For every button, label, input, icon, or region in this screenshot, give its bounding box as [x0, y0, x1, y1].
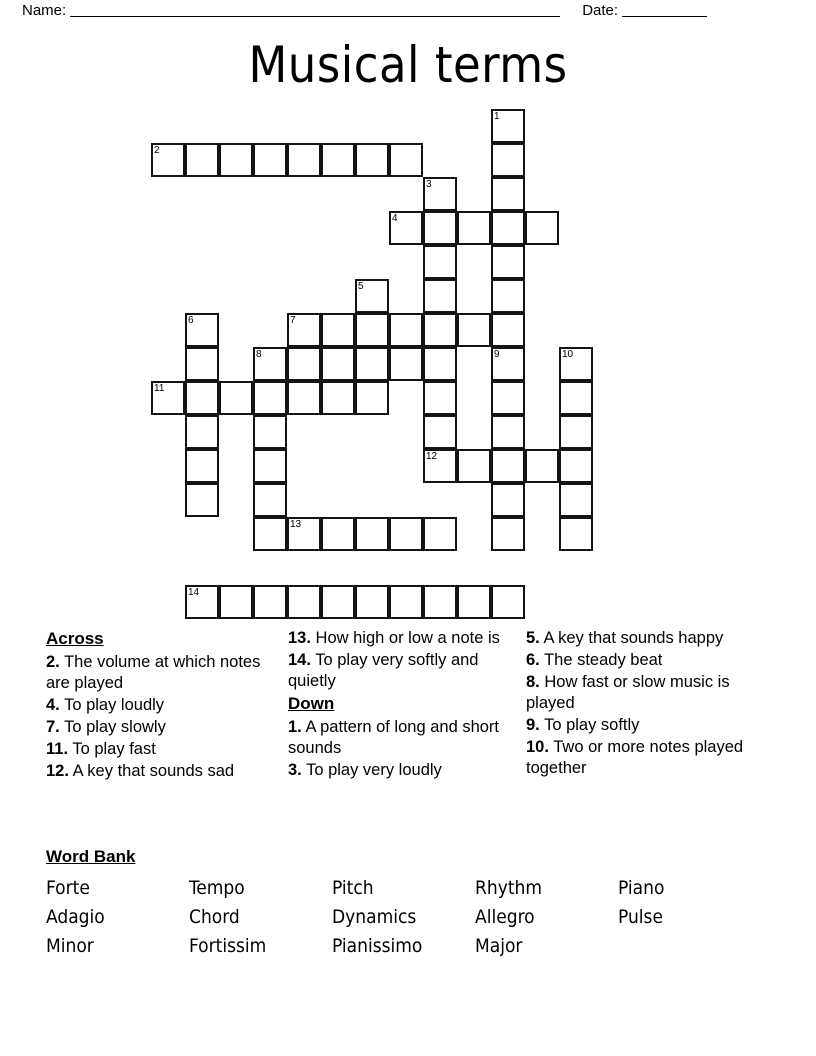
- word-bank-empty: [618, 932, 761, 961]
- word-bank-word[interactable]: Major: [475, 935, 523, 957]
- crossword-cell[interactable]: [321, 381, 355, 415]
- crossword-cell[interactable]: [355, 585, 389, 619]
- crossword-cell[interactable]: [321, 313, 355, 347]
- crossword-cell[interactable]: [491, 279, 525, 313]
- crossword-clue-number: 5: [358, 281, 364, 292]
- crossword-cell[interactable]: [219, 381, 253, 415]
- clue-across-11: [46, 739, 276, 760]
- crossword-cell[interactable]: [491, 415, 525, 449]
- crossword-clue-number: 2: [154, 145, 160, 156]
- crossword-cell[interactable]: [559, 483, 593, 517]
- clue-text: The volume at which notes are played: [46, 653, 261, 692]
- crossword-clue-number: 8: [256, 349, 262, 360]
- crossword-cell[interactable]: [423, 245, 457, 279]
- clue-down-9: [526, 715, 772, 736]
- crossword-cell[interactable]: [287, 347, 321, 381]
- crossword-cell[interactable]: [185, 347, 219, 381]
- crossword-clue-number: 1: [494, 111, 500, 122]
- crossword-cell[interactable]: [355, 313, 389, 347]
- crossword-cell[interactable]: [423, 415, 457, 449]
- crossword-clue-number: 6: [188, 315, 194, 326]
- crossword-cell[interactable]: [185, 313, 219, 347]
- crossword-cell[interactable]: [321, 347, 355, 381]
- crossword-cell[interactable]: [423, 211, 457, 245]
- crossword-cell[interactable]: [253, 143, 287, 177]
- word-bank-word[interactable]: Rhythm: [475, 877, 543, 899]
- crossword-cell[interactable]: [491, 381, 525, 415]
- crossword-cell[interactable]: [457, 449, 491, 483]
- crossword-cell[interactable]: [389, 313, 423, 347]
- crossword-cell[interactable]: [355, 381, 389, 415]
- clue-number: 13.: [288, 629, 311, 647]
- crossword-clue-number: 14: [188, 587, 200, 598]
- crossword-clue-number: 4: [392, 213, 398, 224]
- crossword-cell[interactable]: [287, 143, 321, 177]
- crossword-cell[interactable]: [423, 585, 457, 619]
- clue-text: A key that sounds happy: [543, 629, 724, 647]
- crossword-cell[interactable]: [355, 279, 389, 313]
- crossword-cell[interactable]: [559, 449, 593, 483]
- word-bank-word[interactable]: Forte: [46, 877, 90, 899]
- across-heading: Across: [46, 629, 104, 648]
- clue-across-2: [46, 652, 276, 694]
- crossword-cell[interactable]: [389, 585, 423, 619]
- word-bank-word[interactable]: Adagio: [46, 906, 105, 928]
- clue-number: 12.: [46, 762, 69, 780]
- name-label: Name:: [22, 2, 67, 19]
- clue-across-12: [46, 761, 276, 782]
- clues-column-3: [526, 628, 772, 783]
- crossword-cell[interactable]: [491, 449, 525, 483]
- crossword-cell[interactable]: [559, 381, 593, 415]
- crossword-cell[interactable]: [525, 211, 559, 245]
- crossword-cell[interactable]: [389, 517, 423, 551]
- word-bank-word[interactable]: Piano: [618, 877, 665, 899]
- crossword-cell[interactable]: [389, 211, 423, 245]
- clue-text: How high or low a note is: [315, 629, 500, 647]
- date-label: Date:: [582, 2, 619, 19]
- clue-number: 1.: [288, 718, 302, 736]
- clue-down-3: [288, 760, 514, 781]
- crossword-cell[interactable]: [559, 347, 593, 381]
- clues-column-1: [46, 628, 288, 783]
- word-bank-word[interactable]: Dynamics: [332, 906, 417, 928]
- crossword-cell[interactable]: [457, 585, 491, 619]
- crossword-cell[interactable]: [423, 347, 457, 381]
- crossword-clue-number: 12: [426, 451, 438, 462]
- crossword-cell[interactable]: [321, 517, 355, 551]
- crossword-cell[interactable]: [457, 313, 491, 347]
- word-bank-row: [46, 903, 772, 932]
- word-bank-rows: [46, 874, 772, 961]
- crossword-cell[interactable]: [185, 585, 219, 619]
- crossword-cell[interactable]: [423, 279, 457, 313]
- crossword-cell[interactable]: [525, 449, 559, 483]
- crossword-cell[interactable]: [457, 211, 491, 245]
- crossword-clue-number: 11: [154, 383, 165, 394]
- crossword-cell[interactable]: [491, 517, 525, 551]
- crossword-clue-number: 10: [562, 349, 574, 360]
- crossword-cell[interactable]: [355, 143, 389, 177]
- clue-number: 5.: [526, 629, 540, 647]
- crossword-cell[interactable]: [253, 415, 287, 449]
- word-bank-section: [46, 846, 772, 961]
- word-bank-word[interactable]: Pianissimo: [332, 935, 423, 957]
- crossword-cell[interactable]: [321, 143, 355, 177]
- clue-down-1: [288, 717, 514, 759]
- crossword-cell[interactable]: [287, 585, 321, 619]
- clue-text: Two or more notes played together: [526, 738, 744, 777]
- page-title: Musical terms: [248, 36, 568, 94]
- crossword-cell[interactable]: [491, 177, 525, 211]
- crossword-cell[interactable]: [491, 313, 525, 347]
- crossword-cell[interactable]: [253, 347, 287, 381]
- crossword-clue-number: 7: [290, 315, 296, 326]
- crossword-cell[interactable]: [185, 449, 219, 483]
- word-bank-word[interactable]: Allegro: [475, 906, 535, 928]
- crossword-cell[interactable]: [253, 585, 287, 619]
- down-heading: Down: [288, 694, 335, 713]
- crossword-cell[interactable]: [355, 517, 389, 551]
- crossword-cell[interactable]: [253, 449, 287, 483]
- crossword-cell[interactable]: [185, 143, 219, 177]
- clue-down-6: [526, 650, 772, 671]
- clue-text: To play slowly: [64, 718, 166, 736]
- crossword-cell[interactable]: [185, 415, 219, 449]
- clue-number: 7.: [46, 718, 60, 736]
- clue-text: To play fast: [72, 740, 156, 758]
- crossword-cell[interactable]: [389, 347, 423, 381]
- clue-number: 4.: [46, 696, 60, 714]
- crossword-cell[interactable]: [253, 483, 287, 517]
- crossword-cell[interactable]: [491, 347, 525, 381]
- crossword-cell[interactable]: [491, 245, 525, 279]
- crossword-cell[interactable]: [423, 313, 457, 347]
- crossword-cell[interactable]: [491, 143, 525, 177]
- word-bank-word[interactable]: Fortissim: [189, 935, 267, 957]
- clue-down-5: [526, 628, 772, 649]
- crossword-cell[interactable]: [287, 381, 321, 415]
- clue-number: 6.: [526, 651, 540, 669]
- crossword-clue-number: 3: [426, 179, 432, 190]
- word-bank-word[interactable]: Chord: [189, 906, 240, 928]
- word-bank-word[interactable]: Minor: [46, 935, 94, 957]
- clue-text: To play loudly: [64, 696, 165, 714]
- clue-text: The steady beat: [544, 651, 663, 669]
- crossword-cell[interactable]: [423, 449, 457, 483]
- clue-across-14: [288, 650, 514, 692]
- clue-text: To play very softly and quietly: [288, 651, 479, 690]
- clue-number: 14.: [288, 651, 311, 669]
- clue-down-10: [526, 737, 772, 779]
- word-bank-heading: Word Bank: [46, 847, 136, 866]
- crossword-cell[interactable]: [185, 483, 219, 517]
- clues-section: [46, 628, 772, 783]
- crossword-cell[interactable]: [151, 381, 185, 415]
- clue-number: 2.: [46, 653, 60, 671]
- crossword-cell[interactable]: [185, 381, 219, 415]
- crossword-cell[interactable]: [423, 517, 457, 551]
- crossword-cell[interactable]: [491, 483, 525, 517]
- crossword-clue-number: 13: [290, 519, 302, 530]
- clue-number: 10.: [526, 738, 549, 756]
- clue-number: 3.: [288, 761, 302, 779]
- clue-across-7: [46, 717, 276, 738]
- crossword-cell[interactable]: [491, 109, 525, 143]
- clue-text: To play softly: [544, 716, 640, 734]
- crossword-cell[interactable]: [253, 381, 287, 415]
- clue-across-4: [46, 695, 276, 716]
- word-bank-word[interactable]: Pulse: [618, 906, 663, 928]
- clue-number: 9.: [526, 716, 540, 734]
- clue-text: To play very loudly: [306, 761, 442, 779]
- crossword-cell[interactable]: [287, 313, 321, 347]
- crossword-cell[interactable]: [423, 381, 457, 415]
- word-bank-word[interactable]: Tempo: [189, 877, 245, 899]
- crossword-cell[interactable]: [287, 517, 321, 551]
- word-bank-row: [46, 874, 772, 903]
- crossword-cell[interactable]: [559, 415, 593, 449]
- crossword-cell[interactable]: [219, 585, 253, 619]
- clues-column-2: [288, 628, 526, 783]
- clue-down-8: [526, 672, 772, 714]
- crossword-cell[interactable]: [253, 517, 287, 551]
- crossword-cell[interactable]: [423, 177, 457, 211]
- word-bank-row: [46, 932, 772, 961]
- crossword-cell[interactable]: [355, 347, 389, 381]
- clue-number: 11.: [46, 740, 69, 758]
- word-bank-word[interactable]: Pitch: [332, 877, 374, 899]
- clue-text: A key that sounds sad: [72, 762, 235, 780]
- crossword-cell[interactable]: [559, 517, 593, 551]
- crossword-cell[interactable]: [321, 585, 355, 619]
- crossword-cell[interactable]: [151, 143, 185, 177]
- crossword-cell[interactable]: [491, 211, 525, 245]
- clue-across-13: [288, 628, 514, 649]
- crossword-cell[interactable]: [389, 143, 423, 177]
- clue-number: 8.: [526, 673, 540, 691]
- crossword-cell[interactable]: [219, 143, 253, 177]
- crossword-cell[interactable]: [491, 585, 525, 619]
- clue-text: A pattern of long and short sounds: [288, 718, 500, 757]
- clue-text: How fast or slow music is played: [526, 673, 730, 712]
- crossword-clue-number: 9: [494, 349, 500, 360]
